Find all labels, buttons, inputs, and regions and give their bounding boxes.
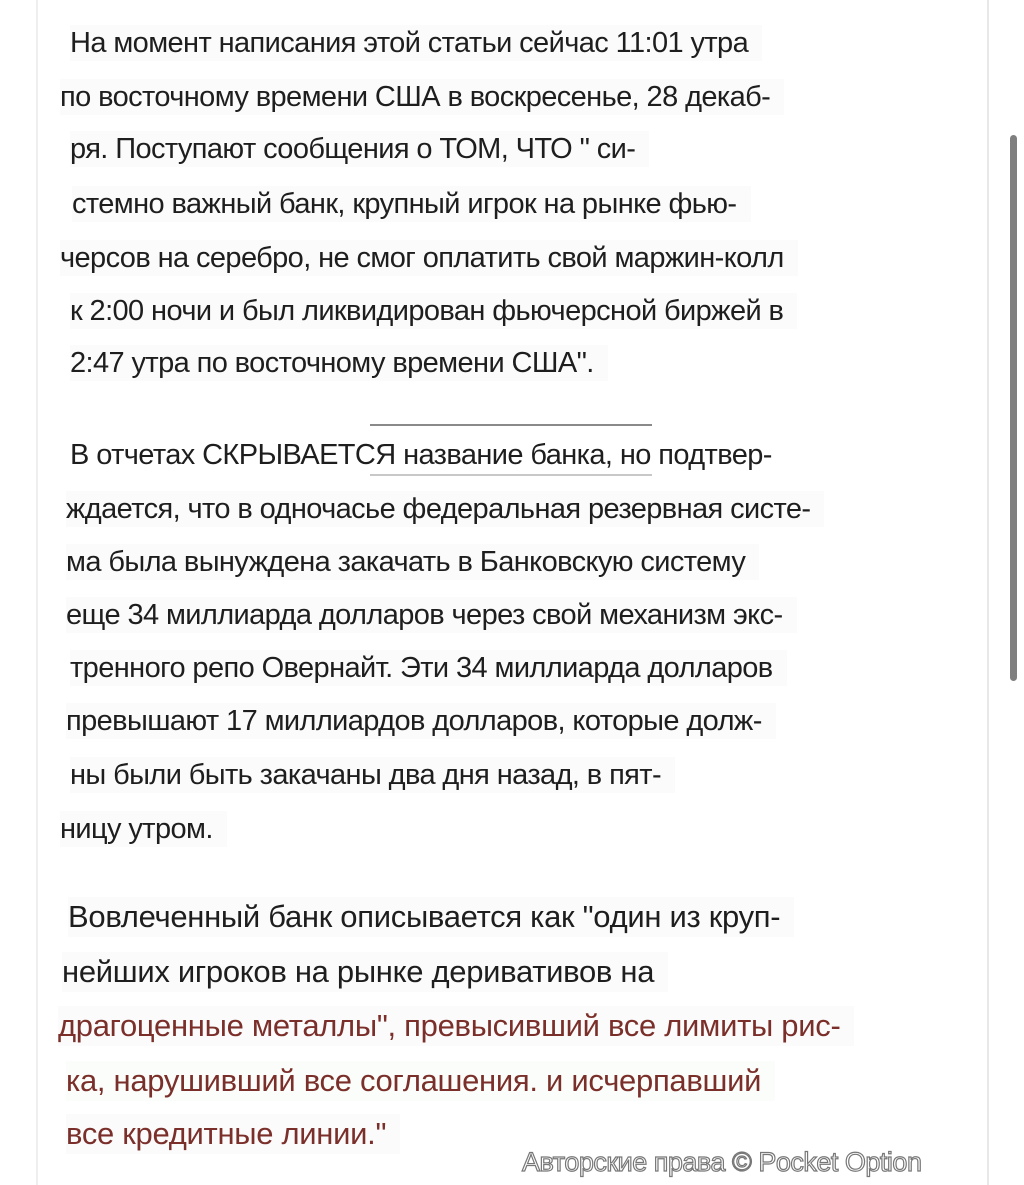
text-line: к 2:00 ночи и был ликвидирован фьючерсной биржей в: [70, 293, 797, 329]
highlighted-text-line: драгоценные металлы", превысивший все лимиты рис-: [58, 1006, 854, 1046]
text-line: тренного репо Овернайт. Эти 34 миллиарда долларов: [70, 650, 787, 686]
text-line: стемно важный банк, крупный игрок на рынке фью-: [72, 186, 751, 222]
text-line: ждается, что в одночасье федеральная резервная систе-: [66, 491, 824, 527]
scrollbar[interactable]: [1010, 135, 1017, 681]
text-line: по восточному времени США в воскресенье, 28 декаб-: [60, 79, 784, 115]
text-line: черсов на серебро, не смог оплатить свой маржин-колл: [60, 240, 798, 276]
text-line: На момент написания этой статьи сейчас 11:01 утра: [70, 25, 762, 61]
text-line: нейших игроков на рынке деривативов на: [62, 952, 668, 992]
text-line: превышают 17 миллиардов долларов, которые долж-: [66, 703, 776, 739]
highlighted-text-line: все кредитные линии.": [66, 1114, 400, 1154]
page-border-left: [36, 0, 38, 1185]
text-line: В отчетах СКРЫВАЕТСЯ название банка, но подтвер-: [70, 439, 772, 471]
text-line: ницу утром.: [60, 811, 227, 847]
page-border-right: [987, 0, 989, 1185]
text-line: еще 34 миллиарда долларов через свой механизм экс-: [66, 597, 797, 633]
highlighted-text-line: ка, нарушивший все соглашения. и исчерпавший: [66, 1061, 775, 1101]
text-line: ма была вынуждена закачать в Банковскую систему: [66, 544, 759, 580]
text-line: Вовлеченный банк описывается как "один из круп-: [68, 897, 794, 937]
text-line: ря. Поступают сообщения о ТОМ, ЧТО " си-: [70, 131, 649, 167]
divider-top: [370, 424, 652, 426]
text-line: 2:47 утра по восточному времени США".: [70, 345, 608, 381]
watermark: Авторские права © Pocket Option: [522, 1147, 922, 1177]
divider-bottom: [370, 474, 652, 476]
text-line: ны были быть закачаны два дня назад, в пят-: [70, 757, 675, 793]
